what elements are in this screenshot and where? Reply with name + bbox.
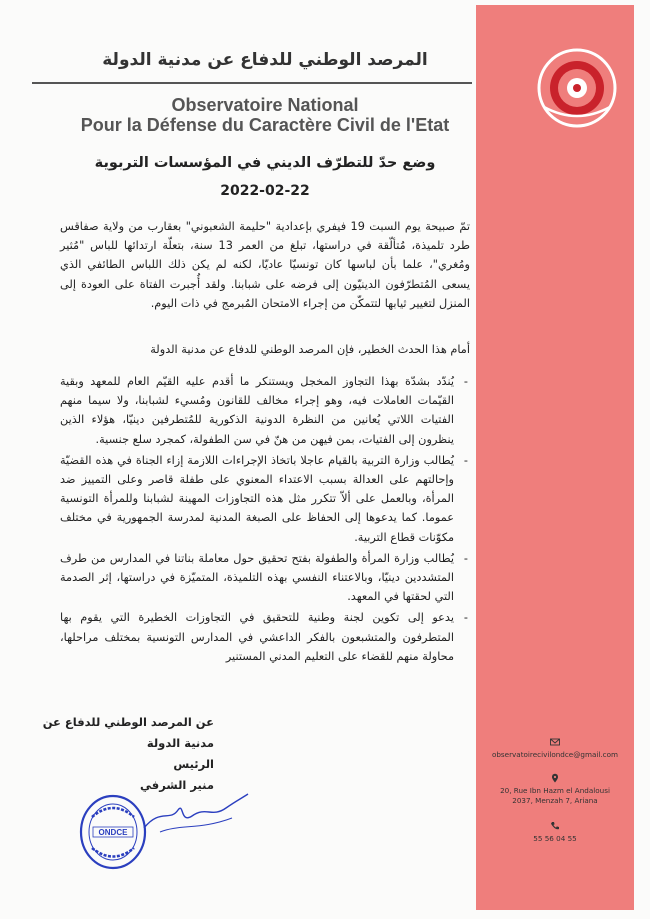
document-title: وضع حدّ للتطرّف الديني في المؤسسات التربوية <box>94 155 436 171</box>
header-divider <box>32 82 472 84</box>
demands-list <box>60 372 470 668</box>
contact-address <box>476 773 634 806</box>
list-item: - يُطالب وزارة التربية بالقيام عاجلا باتخاذ الإجراءات اللازمة إزاء الجناة في هذه القضيّة وإحالتهم على العدالة بسبب الاعتداء المعنوي على طفلة قاصر وعلى التمييز ضد المرأة، وبالعمل على ألاّ تتكرر مثل هذه التجاوزات المهينة لشبابنا وللمرأة التونسية عموما. كما يدعوها إلى الحفاظ على الصبغة المدنية لمدرسة الجمهورية في مختلف مكوّنات قطاع التربية. <box>60 451 454 547</box>
intro-paragraph: تمّ صبيحة يوم السبت 19 فيفري بإعدادية "حليمة الشعبوني" بعقارب من ولاية صفاقس طرد تلميذة، مُتألّقة في دراستها، تبلغ من العمر 13 سنة، بتعلّة ارتدائها للباس "مُثير ومُغري"، علما بأن لباسها كان تونسيّا عاديّا، لكنه لم يكن ذلك اللباس الطائفي الذي يسعى المُتطرّفون الدينيّون إلى فرضه على شبابنا. ولقد أُجبرت الفتاة على العودة إلى المنزل لتغيير ثيابها لتتمكّن من إجراء الامتحان المُبرمج في ذات اليوم. <box>60 220 471 310</box>
list-item: - يُندّد بشدّة بهذا التجاوز المخجل ويستنكر ما أقدم عليه القيّم العام للمعهد وبقية القيّمات العاملات فيه، وهو إجراء مخالف للقانون ومُسيء لشبابنا، ولا سيما منهم الفتيات اللاتي يُعانين من النظرة الدونية الذكورية للمُتطرفين دينيّا، هؤلاء الذين ينظرون إلى الفتيات، بمن فيهن من هنّ في سن الطفولة، كمجرد سلع جنسية. <box>60 372 454 449</box>
signature-org: عن المرصد الوطني للدفاع عن مدنية الدولة <box>42 715 214 750</box>
org-name-french-line-2: Pour la Défense du Caractère Civil de l'Etat <box>80 115 450 135</box>
stamp-center-text: ONDCE <box>98 828 128 837</box>
phone-text[interactable]: 55 56 04 55 <box>533 834 577 843</box>
address-line-1: 20, Rue Ibn Hazm el Andalousi <box>500 786 610 795</box>
signature-block <box>14 712 214 796</box>
list-item: - يُطالب وزارة المرأة والطفولة بفتح تحقيق حول معاملة بناتنا في المدارس من طرف المتشددين دينيّا، وبالاعتناء النفسي بهذه التلميذة، المتميّزة في دراستها، إثر الصدمة التي لحقتها في المعهد. <box>60 549 454 607</box>
address-line-2: 2037, Menzah 7, Ariana <box>512 796 598 805</box>
location-icon <box>550 773 560 783</box>
email-text[interactable]: observatoirecivilondce@gmail.com <box>491 750 619 759</box>
red-sidebar <box>476 5 634 910</box>
email-icon <box>550 737 560 747</box>
list-item: - يدعو إلى تكوين لجنة وطنية للتحقيق في التجاوزات الخطيرة التي يقوم بها المتطرفون والمتشبعون بالفكر الداعشي في المدارس التونسية بمختلف مراحلها، محاولة منهم للقضاء على التعليم المدني المستنير <box>60 608 454 666</box>
signature-name: منير الشرفي <box>140 778 214 792</box>
handwritten-signature <box>140 788 250 848</box>
phone-icon <box>550 821 560 831</box>
official-stamp <box>78 793 148 871</box>
logo-icon <box>534 45 620 131</box>
lead-sentence: أمام هذا الحدث الخطير، فإن المرصد الوطني للدفاع عن مدنية الدولة <box>150 343 470 356</box>
contact-phone <box>476 821 634 844</box>
org-name-french-line-1: Observatoire National <box>171 95 359 115</box>
signature-role: الرئيس <box>173 757 214 771</box>
org-name-arabic: المرصد الوطني للدفاع عن مدنية الدولة <box>102 50 428 70</box>
org-name-french <box>50 95 480 135</box>
document-date: 2022-02-22 <box>220 183 310 199</box>
contact-email <box>476 737 634 760</box>
